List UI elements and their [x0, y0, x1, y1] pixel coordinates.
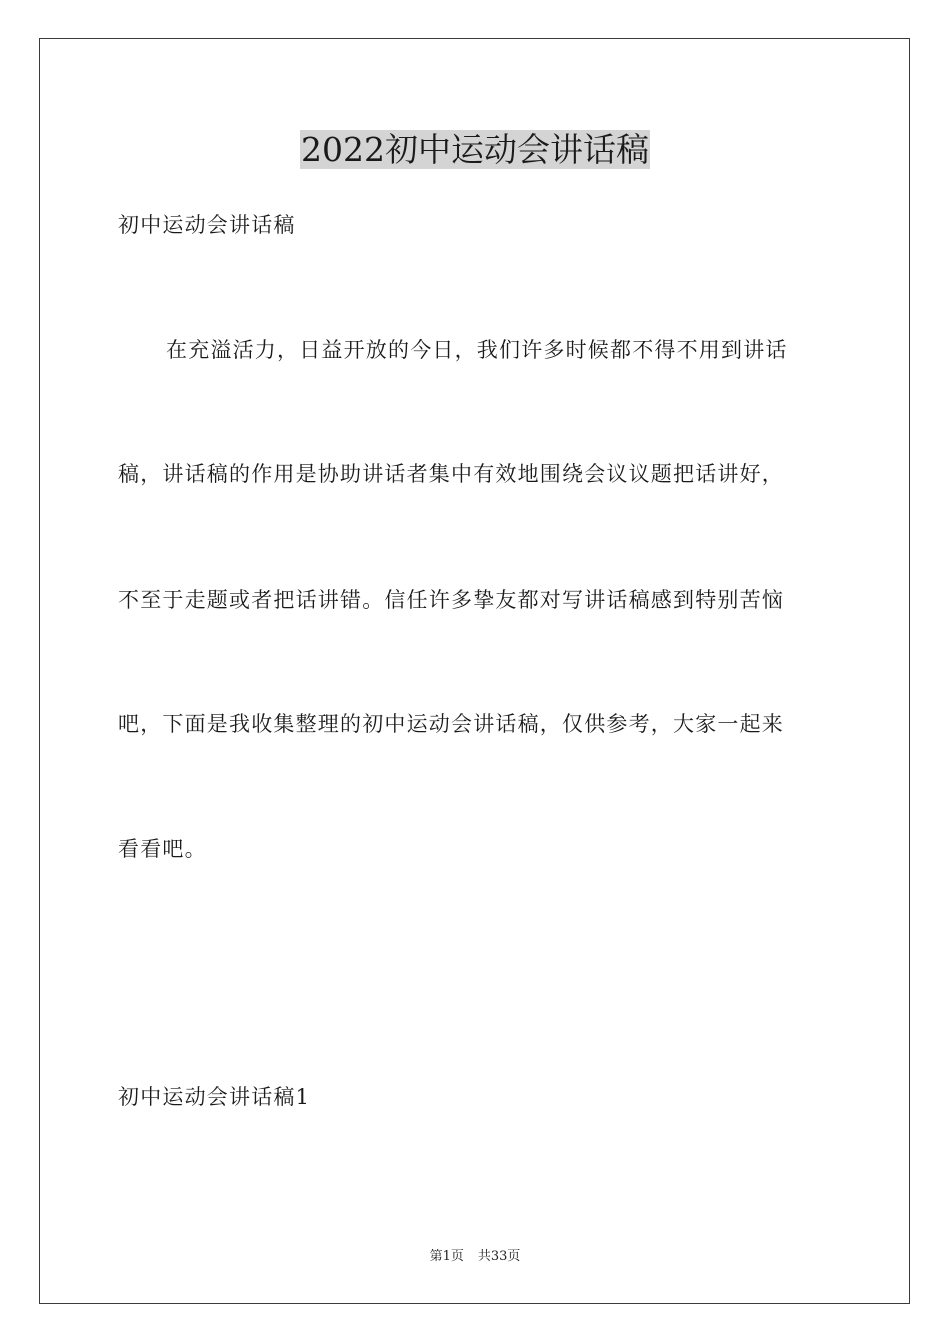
- page-footer: [0, 1248, 950, 1266]
- paragraph-line: 不至于走题或者把话讲错。信任许多挚友都对写讲话稿感到特别苦恼: [118, 588, 784, 612]
- document-subtitle: 初中运动会讲话稿: [118, 213, 296, 237]
- total-pages: 共33页: [477, 1249, 521, 1264]
- page-number: 第1页: [429, 1249, 464, 1264]
- document-title: [0, 128, 950, 172]
- paragraph-line: 在充溢活力，日益开放的今日，我们许多时候都不得不用到讲话: [166, 338, 788, 362]
- paragraph-line: 看看吧。: [118, 837, 207, 861]
- section-heading: 初中运动会讲话稿1: [118, 1085, 311, 1109]
- document-title-text: 2022初中运动会讲话稿: [301, 130, 649, 169]
- paragraph-line: 吧，下面是我收集整理的初中运动会讲话稿，仅供参考，大家一起来: [118, 712, 784, 736]
- paragraph-line: 稿，讲话稿的作用是协助讲话者集中有效地围绕会议议题把话讲好，: [118, 462, 784, 486]
